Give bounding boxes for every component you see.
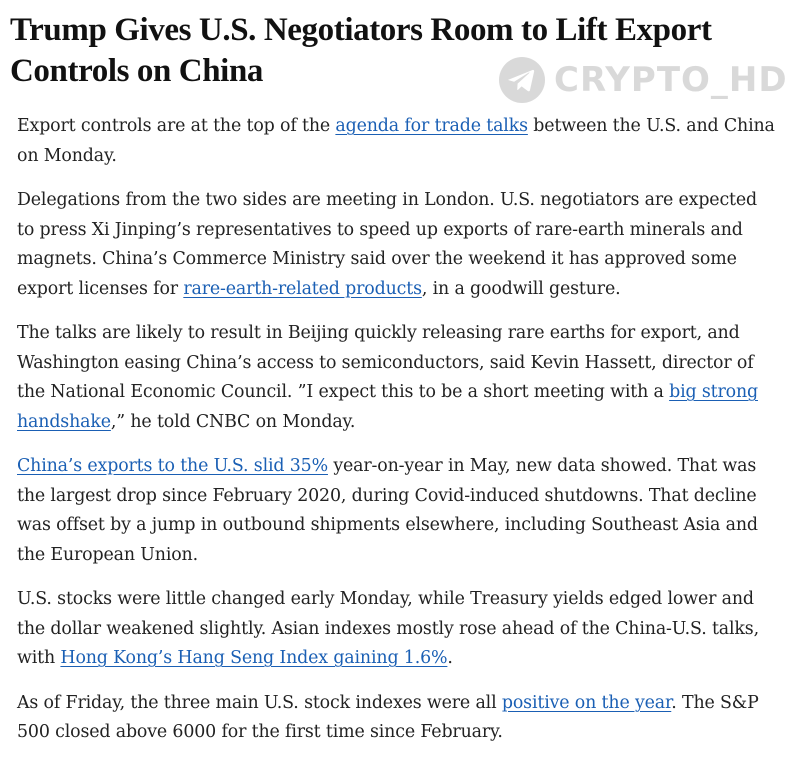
- paragraph-4: [17, 452, 777, 570]
- paragraph-text: ,” he told CNBC on Monday.: [110, 411, 356, 432]
- paragraph-text: As of Friday, the three main U.S. stock indexes were all: [17, 692, 502, 713]
- paragraph-text: The talks are likely to result in Beijing quickly releasing rare earths for export, and Washington easing China’s access to semiconductors, said Kevin Hassett, director of the National Economic Council. ”I expect this to be a short meeting with a: [17, 323, 754, 402]
- watermark: [498, 54, 788, 106]
- link-rare-earth-related-products[interactable]: rare-earth-related products: [183, 278, 422, 299]
- link-positive-on-the-year[interactable]: positive on the year: [501, 692, 672, 713]
- article-body: [17, 112, 777, 763]
- paragraph-text: , in a goodwill gesture.: [421, 278, 621, 299]
- telegram-icon: [498, 56, 546, 104]
- paragraph-5: [17, 585, 777, 674]
- link-china-exports-slid[interactable]: China’s exports to the U.S. slid 35%: [17, 456, 328, 476]
- article-headline: Trump Gives U.S. Negotiators Room to Lift Export Controls on China: [10, 12, 712, 89]
- link-agenda-for-trade-talks[interactable]: agenda for trade talks: [335, 116, 528, 136]
- paragraph-6: [17, 689, 777, 748]
- watermark-text: CRYPTO_HD: [554, 60, 788, 100]
- paragraph-text: Export controls are at the top of the: [17, 116, 336, 136]
- paragraph-2: [17, 186, 777, 304]
- paragraph-text: between the U.S. and China on Monday.: [17, 116, 775, 166]
- paragraph-text: .: [447, 648, 453, 668]
- paragraph-text: year-on-year in May, new data showed. That was the largest drop since February 2020, during Covid-induced shutdowns. That decline was offset by a jump in outbound shipments elsewhere, including Southeast Asia and the European Union.: [17, 456, 758, 565]
- paragraph-3: [17, 319, 777, 437]
- link-big-strong-handshake[interactable]: big strong handshake: [17, 382, 758, 432]
- paragraph-text: Delegations from the two sides are meeting in London. U.S. negotiators are expected to press Xi Jinping’s representatives to speed up exports of rare-earth minerals and magnets. China’s Commerce Ministry said over the weekend it has approved some export licenses for: [17, 190, 758, 299]
- link-hang-seng-index[interactable]: Hong Kong’s Hang Seng Index gaining 1.6%: [60, 648, 448, 668]
- paragraph-text: U.S. stocks were little changed early Monday, while Treasury yields edged lower and the dollar weakened slightly. Asian indexes mostly rose ahead of the China-U.S. talks, with: [17, 589, 759, 668]
- paragraph-1: [17, 112, 777, 171]
- paragraph-text: . The S&P 500 closed above 6000 for the first time since February.: [17, 692, 759, 742]
